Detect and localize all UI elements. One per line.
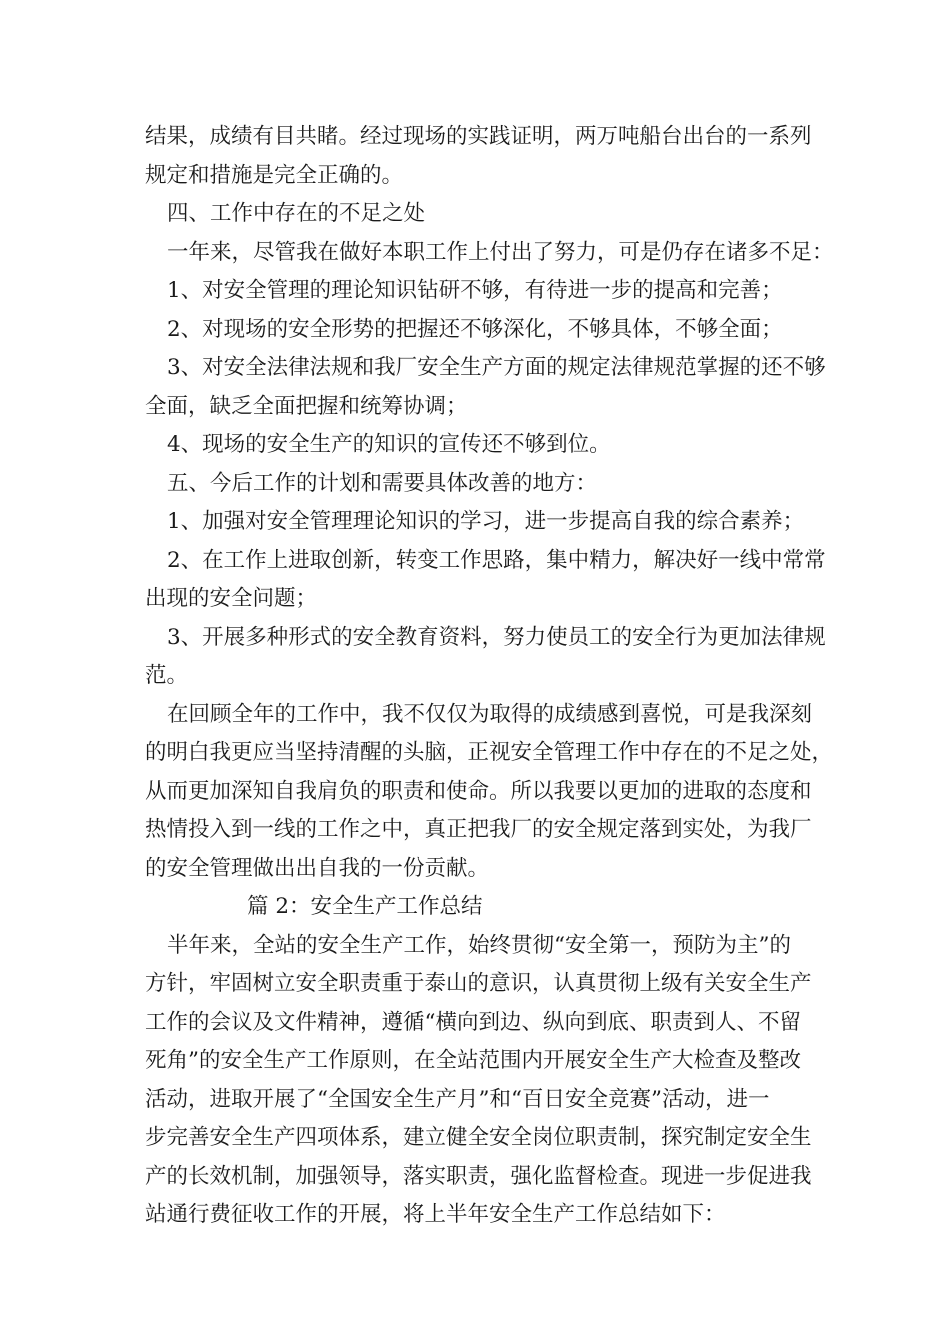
list-item-continuation: 范。 [145, 663, 189, 688]
paragraph-line: 的安全管理做出出自我的一份贡献。 [145, 855, 490, 881]
list-item: 1、加强对安全管理理论知识的学习，进一步提高自我的综合素养； [167, 509, 805, 534]
paragraph-line: 规定和措施是完全正确的。 [145, 162, 404, 188]
list-item: 4、现场的安全生产的知识的宣传还不够到位。 [167, 432, 611, 457]
list-item: 3、对安全法律法规和我厂安全生产方面的规定法律规范掌握的还不够 [167, 355, 826, 380]
paragraph-line: 死角”的安全生产工作原则，在全站范围内开展安全生产大检查及整改 [145, 1048, 801, 1073]
paragraph-line: 站通行费征收工作的开展，将上半年安全生产工作总结如下： [145, 1202, 726, 1227]
paragraph-line: 的明白我更应当坚持清醒的头脑，正视安全管理工作中存在的不足之处， [145, 740, 834, 765]
paragraph-line: 结果，成绩有目共睹。经过现场的实践证明，两万吨船台出台的一系列 [145, 124, 812, 149]
list-item: 2、对现场的安全形势的把握还不够深化，不够具体，不够全面； [167, 316, 783, 342]
section-heading: 四、工作中存在的不足之处 [167, 201, 426, 226]
list-item: 2、在工作上进取创新，转变工作思路，集中精力，解决好一线中常常 [167, 547, 826, 573]
list-item: 3、开展多种形式的安全教育资料，努力使员工的安全行为更加法律规 [167, 624, 826, 650]
paragraph-line: 在回顾全年的工作中，我不仅仅为取得的成绩感到喜悦，可是我深刻 [167, 701, 813, 727]
list-item: 1、对安全管理的理论知识钻研不够，有待进一步的提高和完善； [167, 278, 783, 303]
list-item-continuation: 全面，缺乏全面把握和统筹协调； [145, 393, 468, 419]
paragraph-line: 活动，进取开展了“全国安全生产月”和“百日安全竞赛”活动，进一 [145, 1086, 770, 1112]
paragraph-line: 一年来，尽管我在做好本职工作上付出了努力，可是仍存在诸多不足： [167, 239, 834, 265]
paragraph-line: 热情投入到一线的工作之中，真正把我厂的安全规定落到实处，为我厂 [145, 817, 812, 842]
paragraph-line: 方针，牢固树立安全职责重于泰山的意识，认真贯彻上级有关安全生产 [145, 971, 812, 996]
section-heading: 五、今后工作的计划和需要具体改善的地方： [167, 470, 598, 496]
list-item-continuation: 出现的安全问题； [145, 586, 318, 611]
paragraph-line: 半年来，全站的安全生产工作，始终贯彻“安全第一，预防为主”的 [167, 932, 791, 958]
paragraph-line: 步完善安全生产四项体系，建立健全安全岗位职责制，探究制定安全生 [145, 1125, 812, 1150]
paragraph-line: 从而更加深知自我肩负的职责和使命。所以我要以更加的进取的态度和 [145, 778, 812, 804]
document-body [145, 118, 834, 1235]
article-title: 篇 2：安全生产工作总结 [247, 894, 483, 919]
paragraph-line: 产的长效机制，加强领导，落实职责，强化监督检查。现进一步促进我 [145, 1163, 812, 1189]
paragraph-line: 工作的会议及文件精神，遵循“横向到边、纵向到底、职责到人、不留 [145, 1009, 801, 1035]
